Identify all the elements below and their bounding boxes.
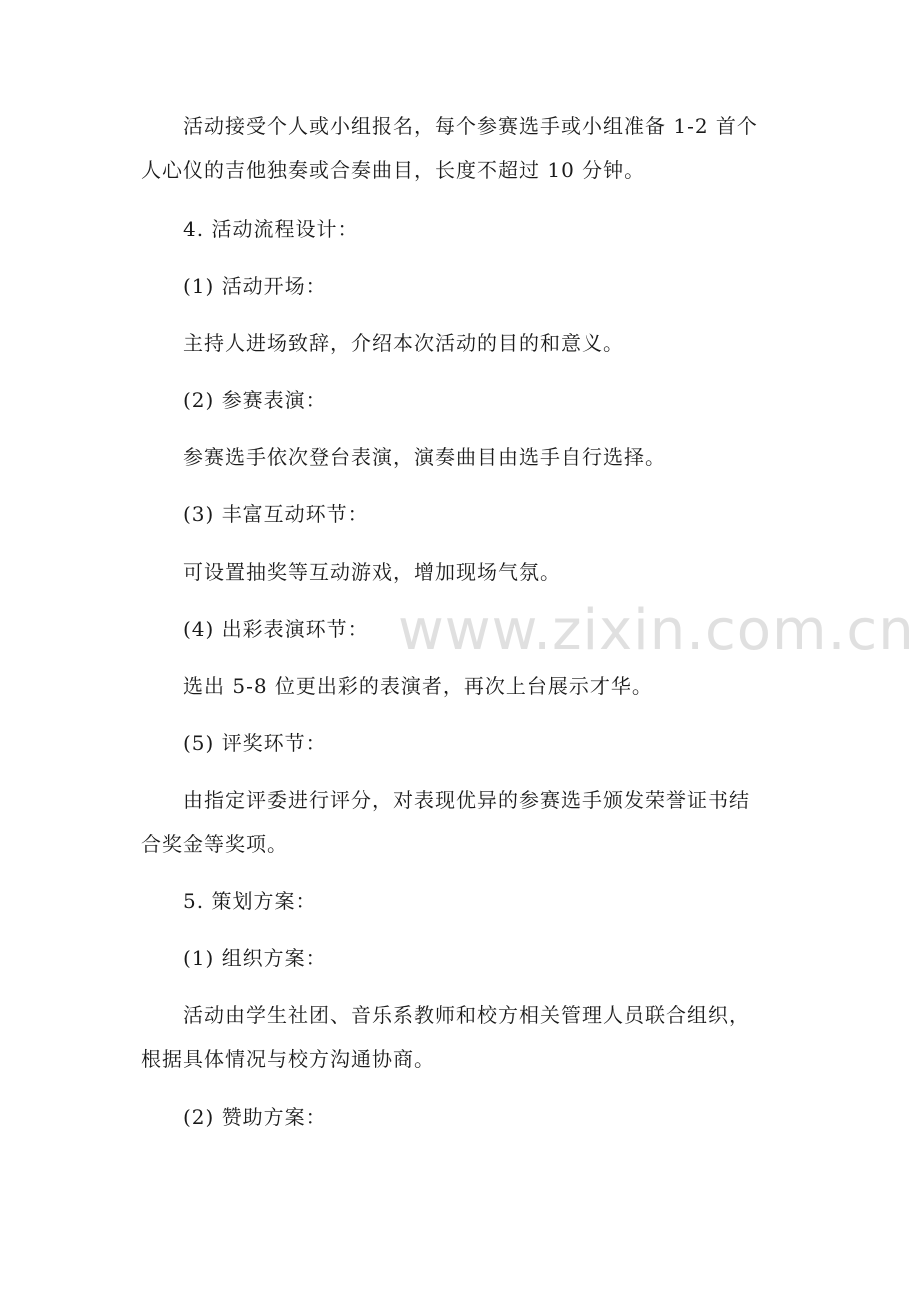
paragraph-highlight: 选出 5-8 位更出彩的表演者，再次上台展示才华。 (183, 674, 653, 698)
paragraph-organization-line-2: 根据具体情况与校方沟通协商。 (141, 1047, 435, 1071)
paragraph-opening: 主持人进场致辞，介绍本次活动的目的和意义。 (183, 331, 624, 355)
subheading-opening: (1) 活动开场： (183, 274, 327, 298)
section-heading-flow: 4. 活动流程设计： (183, 217, 359, 241)
watermark: www.zixin.com.cn (398, 598, 915, 663)
subheading-highlight: (4) 出彩表演环节： (183, 617, 369, 641)
paragraph-awards-line-1: 由指定评委进行评分，对表现优异的参赛选手颁发荣誉证书结 (183, 788, 750, 812)
subheading-organization: (1) 组织方案： (183, 946, 327, 970)
subheading-interaction: (3) 丰富互动环节： (183, 502, 369, 526)
subheading-awards: (5) 评奖环节： (183, 731, 327, 755)
paragraph-interaction: 可设置抽奖等互动游戏，增加现场气氛。 (183, 560, 561, 584)
subheading-performance: (2) 参赛表演： (183, 388, 327, 412)
paragraph-registration-line-1: 活动接受个人或小组报名，每个参赛选手或小组准备 1-2 首个 (183, 114, 758, 138)
subheading-sponsorship: (2) 赞助方案： (183, 1105, 327, 1129)
paragraph-registration-line-2: 人心仪的吉他独奏或合奏曲目，长度不超过 10 分钟。 (141, 158, 646, 182)
paragraph-organization-line-1: 活动由学生社团、音乐系教师和校方相关管理人员联合组织， (183, 1003, 750, 1027)
paragraph-awards-line-2: 合奖金等奖项。 (141, 832, 288, 856)
section-heading-plan: 5. 策划方案： (183, 889, 317, 913)
paragraph-performance: 参赛选手依次登台表演，演奏曲目由选手自行选择。 (183, 445, 666, 469)
